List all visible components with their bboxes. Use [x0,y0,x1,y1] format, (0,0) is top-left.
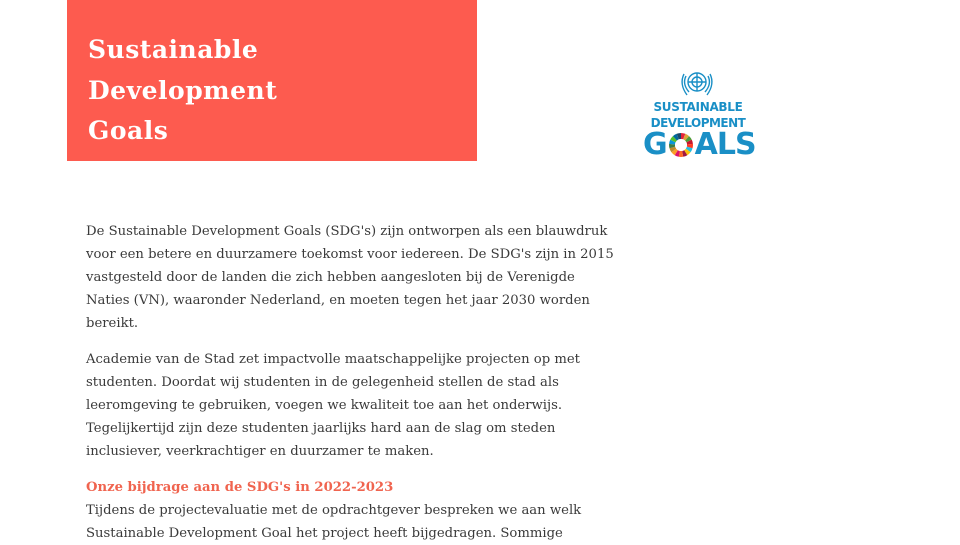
logo-goals-prefix: G [643,127,667,162]
document-body [86,220,616,545]
header-banner [67,0,477,161]
academy-paragraph: Academie van de Stad zet impactvolle maatschappelijke projecten op met studenten. Doordat wij studenten in de gelegenheid stellen de stad als leeromgeving te gebruiken, voegen we kwaliteit toe aan het onderwijs. Tegelijkertijd zijn deze studenten jaarlijks hard aan de slag om steden inclusiever, veerkrachtiger en duurzamer te maken. [86,352,580,459]
un-emblem-icon [677,68,717,98]
page-title [88,30,448,152]
sdg-logo [640,66,756,162]
section-heading: Onze bijdrage aan de SDG's in 2022-2023 [86,480,394,495]
logo-goals-suffix: ALS [694,127,756,162]
intro-paragraph: De Sustainable Development Goals (SDG's) zijn ontworpen als een blauwdruk voor een betere en duurzamere toekomst voor iedereen. De SDG's zijn in 2015 vastgesteld door de landen die zich hebben aangesloten bij de Verenigde Naties (VN), waaronder Nederland, en moeten tegen het jaar 2030 worden bereikt. [86,224,614,331]
title-line-2: Development [88,75,278,105]
logo-word-goals [643,127,756,162]
title-line-1: Sustainable [88,35,259,64]
logo-word-sustainable: SUSTAINABLE [653,100,743,114]
logo-word-development: DEVELOPMENT [650,116,746,130]
evaluation-paragraph: Tijdens de projectevaluatie met de opdrachtgever bespreken we aan welk Sustainable Development Goal het project heeft bijgedragen. Sommige [86,503,582,541]
sdg-color-wheel-icon [668,132,694,158]
title-line-3: Goals [88,116,169,145]
